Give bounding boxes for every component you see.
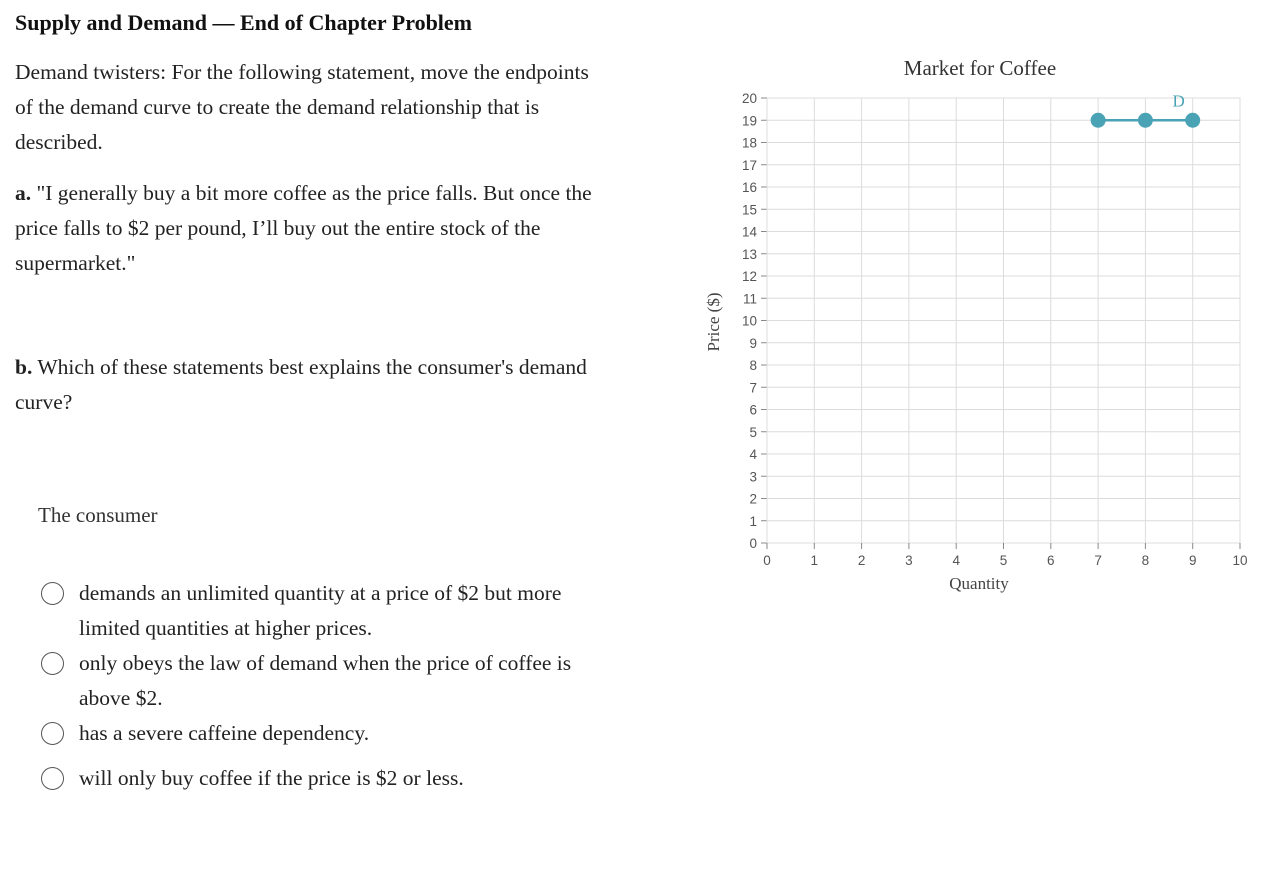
y-tick-label: 4 xyxy=(749,447,757,462)
question-a-label: a. xyxy=(15,181,32,205)
x-axis-label: Quantity xyxy=(949,574,1009,593)
x-tick-label: 6 xyxy=(1047,553,1055,568)
y-tick-label: 1 xyxy=(749,513,757,529)
x-tick-label: 1 xyxy=(810,553,819,568)
y-tick-label: 10 xyxy=(741,313,757,329)
option-4[interactable] xyxy=(40,761,600,796)
x-tick-label: 3 xyxy=(905,553,913,568)
y-tick-label: 9 xyxy=(749,335,757,351)
option-4-text: will only buy coffee if the price is $2 or less. xyxy=(79,766,464,790)
intro-text: Demand twisters: For the following statement, move the endpoints of the demand curve to create the demand relationship that is described. xyxy=(15,60,589,154)
y-tick-label: 18 xyxy=(741,135,757,151)
question-b xyxy=(15,350,595,420)
option-2[interactable] xyxy=(40,646,600,716)
x-tick-label: 10 xyxy=(1232,553,1248,568)
y-tick-label: 16 xyxy=(741,180,757,195)
y-tick-label: 11 xyxy=(742,291,757,307)
page-title: Supply and Demand — End of Chapter Problem xyxy=(15,10,473,35)
x-tick-label: 9 xyxy=(1188,553,1197,568)
x-tick-label: 7 xyxy=(1094,553,1102,568)
radio-button-icon[interactable] xyxy=(41,767,64,790)
y-tick-label: 15 xyxy=(741,202,757,218)
option-1-text: demands an unlimited quantity at a price of $2 but more limited quantities at higher prices. xyxy=(79,581,562,640)
problem-text xyxy=(15,55,605,420)
chart-title: Market for Coffee xyxy=(903,56,1057,80)
y-tick-label: 3 xyxy=(749,469,757,485)
y-tick-label: 20 xyxy=(741,91,757,106)
option-3-text: has a severe caffeine dependency. xyxy=(79,721,370,745)
y-tick-label: 6 xyxy=(749,402,757,418)
demand-curve-point-2[interactable] xyxy=(1138,113,1153,128)
y-tick-label: 13 xyxy=(741,246,757,262)
y-tick-labels xyxy=(742,91,758,551)
y-tick-label: 12 xyxy=(741,269,757,284)
demand-curve-point-3[interactable] xyxy=(1185,113,1200,128)
chart-grid xyxy=(761,98,1240,549)
question-b-label: b. xyxy=(15,355,33,379)
option-2-text: only obeys the law of demand when the price of coffee is above $2. xyxy=(79,651,572,710)
x-tick-label: 2 xyxy=(857,553,866,568)
x-tick-label: 4 xyxy=(952,553,960,568)
demand-curve-point-1[interactable] xyxy=(1091,113,1106,128)
answer-options xyxy=(40,576,600,796)
y-tick-label: 17 xyxy=(741,157,757,173)
option-1[interactable] xyxy=(40,576,600,646)
radio-button-icon[interactable] xyxy=(41,652,64,675)
radio-button-icon[interactable] xyxy=(41,722,64,745)
x-tick-label: 5 xyxy=(999,553,1008,568)
consumer-label: The consumer xyxy=(38,503,158,527)
y-tick-label: 5 xyxy=(749,424,757,440)
option-3[interactable] xyxy=(40,716,600,751)
x-tick-label: 8 xyxy=(1141,553,1150,568)
x-tick-label: 0 xyxy=(763,553,771,568)
y-tick-label: 14 xyxy=(741,224,757,240)
chart-svg[interactable] xyxy=(690,45,1270,605)
question-b-text: Which of these statements best explains the consumer's demand curve? xyxy=(15,355,587,414)
x-tick-labels xyxy=(763,553,1247,568)
y-axis-label: Price ($) xyxy=(704,292,723,352)
y-tick-label: 2 xyxy=(749,491,757,507)
question-a xyxy=(15,176,595,281)
question-a-text: "I generally buy a bit more coffee as the price falls. But once the price falls to $2 per pound, I’ll buy out the entire stock of the supermarket." xyxy=(15,181,592,275)
y-tick-label: 19 xyxy=(741,113,757,129)
demand-chart[interactable] xyxy=(690,45,1270,605)
radio-button-icon[interactable] xyxy=(41,582,64,605)
y-tick-label: 8 xyxy=(749,358,757,373)
demand-curve-label: D xyxy=(1172,91,1185,111)
y-tick-label: 0 xyxy=(749,536,757,551)
y-tick-label: 7 xyxy=(749,380,757,396)
